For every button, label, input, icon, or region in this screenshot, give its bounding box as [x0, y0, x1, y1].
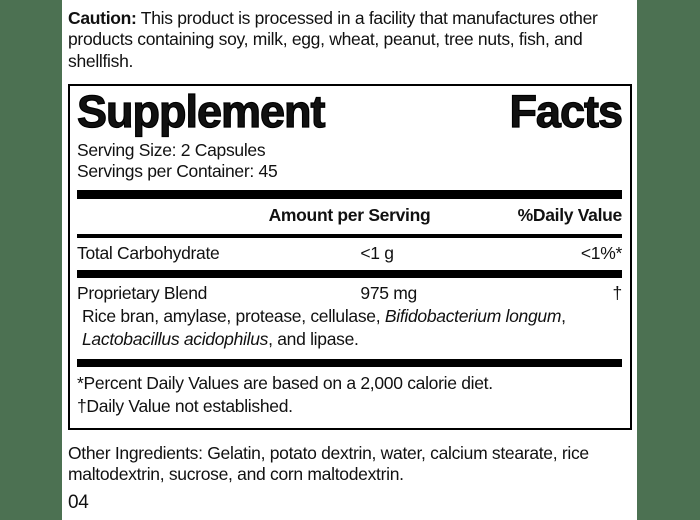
amount-per-serving-header: Amount per Serving	[268, 205, 431, 226]
daily-value-header: %Daily Value	[517, 205, 622, 226]
label-strip	[62, 0, 637, 520]
nutrient-daily-value: <1%*	[580, 242, 622, 263]
supplement-facts-box	[68, 84, 632, 430]
species-name-italic: Bifidobacterium longum	[384, 306, 562, 327]
blend-description-line-2: Lactobacillus acidophilus, and lipase.	[82, 329, 359, 350]
blend-description	[77, 305, 622, 351]
servings-per-container: Servings per Container: 45	[77, 160, 278, 181]
facts-title: Supplement Facts	[77, 86, 622, 138]
footnotes	[77, 367, 622, 422]
facts-header-row	[77, 199, 622, 233]
serving-size: Serving Size: 2 Capsules	[77, 139, 266, 160]
divider-bar-mid-2	[77, 359, 622, 367]
caution-label: Caution:	[68, 8, 137, 28]
caution-line-2: products containing soy, milk, egg, wheat, peanut, tree nuts, fish, and	[68, 29, 583, 50]
caution-line-3: shellfish.	[68, 50, 134, 71]
nutrient-row-total-carbohydrate	[77, 238, 622, 270]
blend-description-line-1: Rice bran, amylase, protease, cellulase, Bifidobacterium longum,	[82, 306, 566, 327]
footnote-daily-value-not-established: †Daily Value not established.	[77, 395, 293, 416]
other-ingredients-line-1: Other Ingredients: Gelatin, potato dextrin, water, calcium stearate, rice	[68, 442, 589, 463]
nutrient-name: Proprietary Blend	[77, 283, 208, 303]
caution-line-1: Caution: This product is processed in a facility that manufactures other	[68, 8, 598, 28]
page-number: 04	[68, 492, 89, 514]
other-ingredients	[68, 443, 632, 486]
nutrient-row-proprietary-blend	[77, 278, 622, 305]
caution-text	[68, 8, 632, 72]
header-spacer	[77, 205, 208, 226]
nutrient-amount: <1 g	[360, 242, 394, 263]
species-name-italic: Lactobacillus acidophilus	[82, 329, 269, 350]
nutrient-amount: 975 mg	[360, 283, 417, 303]
nutrient-name: Total Carbohydrate	[77, 242, 220, 263]
nutrient-daily-value: †	[612, 283, 622, 303]
other-ingredients-line-2: maltodextrin, sucrose, and corn maltodextrin.	[68, 464, 404, 485]
divider-bar-mid-1	[77, 270, 622, 278]
divider-bar-thick-top	[77, 190, 622, 199]
footnote-percent-daily-value: *Percent Daily Values are based on a 2,000 calorie diet.	[77, 372, 493, 393]
